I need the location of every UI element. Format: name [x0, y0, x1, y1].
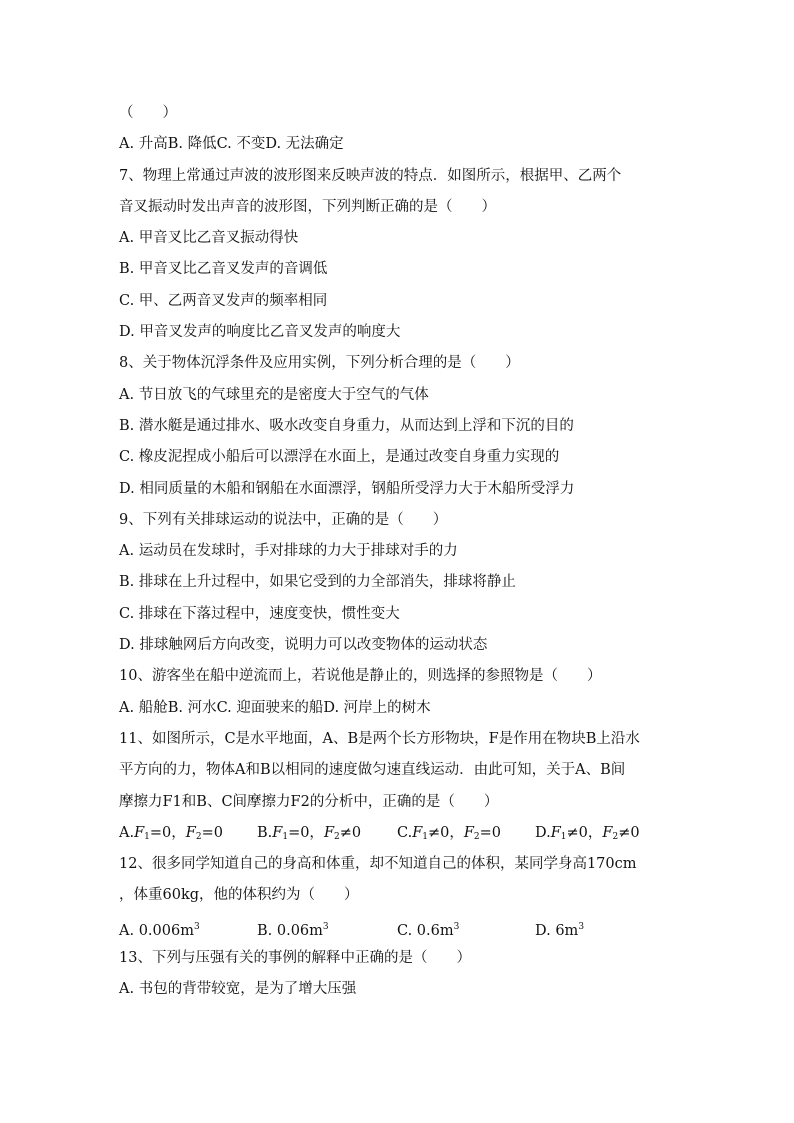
q8-stem: 8、关于物体沉浮条件及应用实例，下列分析合理的是（ ） [119, 355, 520, 372]
q8-option-a: A. 节日放飞的气球里充的是密度大于空气的气体 [119, 386, 429, 403]
q11-stem-line3: 摩擦力F1和B、C间摩擦力F2的分析中，正确的是（ ） [119, 793, 499, 810]
q8-option-b: B. 潜水艇是通过排水、吸水改变自身重力，从而达到上浮和下沉的目的 [119, 417, 574, 434]
q11-stem-line2: 平方向的力，物体A和B以相同的速度做匀速直线运动．由此可知，关于A、B间 [119, 762, 626, 779]
q7-option-d: D. 甲音叉发声的响度比乙音叉发声的响度大 [119, 324, 401, 341]
q8-option-d: D. 相同质量的木船和钢船在水面漂浮，钢船所受浮力大于木船所受浮力 [119, 480, 575, 497]
q13-stem: 13、下列与压强有关的事例的解释中正确的是（ ） [119, 950, 471, 967]
q7-stem-line1: 7、物理上常通过声波的波形图来反映声波的特点．如图所示，根据甲、乙两个 [119, 167, 622, 184]
document-page [119, 98, 679, 1006]
q10-stem: 10、游客坐在船中逆流而上，若说他是静止的，则选择的参照物是（ ） [119, 668, 602, 685]
q9-stem: 9、下列有关排球运动的说法中，正确的是（ ） [119, 511, 448, 528]
q7-option-c: C. 甲、乙两音叉发声的频率相同 [119, 292, 328, 309]
q6-answer-bracket: （ ） [119, 105, 177, 121]
q11-option-d: $D.F_1\ne 0$，$F_2\ne 0$ [535, 824, 640, 842]
q9-option-b: B. 排球在上升过程中，如果它受到的力全部消失，排球将静止 [119, 574, 516, 591]
q8-option-c: C. 橡皮泥捏成小船后可以漂浮在水面上，是通过改变自身重力实现的 [119, 449, 560, 466]
q6-options: A. 升高B. 降低C. 不变D. 无法确定 [119, 136, 344, 153]
q12-stem-line1: 12、很多同学知道自己的身高和体重，却不知道自己的体积，某同学身高170cm [119, 856, 637, 873]
q13-option-a: A. 书包的背带较宽，是为了增大压强 [119, 981, 357, 998]
q7-option-a: A. 甲音叉比乙音叉振动得快 [119, 230, 299, 247]
q12-stem-line2: ，体重60kg，他的体积约为（ ） [119, 887, 359, 904]
q12-options [119, 912, 679, 943]
q11-options [119, 818, 679, 849]
q12-option-d: D. $6m^3$ [535, 921, 585, 939]
q11-stem-line1: 11、如图所示，C是水平地面，A、B是两个长方形物块，F是作用在物块B上沿水 [119, 730, 640, 747]
q10-options: A. 船舱B. 河水C. 迎面驶来的船D. 河岸上的树木 [119, 699, 431, 716]
q7-option-b: B. 甲音叉比乙音叉发声的音调低 [119, 261, 328, 278]
q12-option-c: C. $0.6m^3$ [397, 921, 460, 939]
q11-option-a: $A.F_1=0$，$F_2=0$ [119, 824, 223, 842]
q9-option-d: D. 排球触网后方向改变，说明力可以改变物体的运动状态 [119, 637, 488, 654]
q9-option-a: A. 运动员在发球时，手对排球的力大于排球对手的力 [119, 543, 458, 560]
q11-option-b: $B.F_1=0$，$F_2\ne 0$ [257, 824, 362, 842]
q12-option-b: B. $0.06m^3$ [257, 921, 329, 939]
q7-stem-line2: 音叉振动时发出声音的波形图，下列判断正确的是（ ） [119, 198, 496, 215]
q11-option-c: $C.F_1\ne 0$，$F_2=0$ [397, 824, 502, 842]
q9-option-c: C. 排球在下落过程中，速度变快，惯性变大 [119, 605, 400, 622]
q12-option-a: A. $0.006m^3$ [119, 921, 200, 939]
